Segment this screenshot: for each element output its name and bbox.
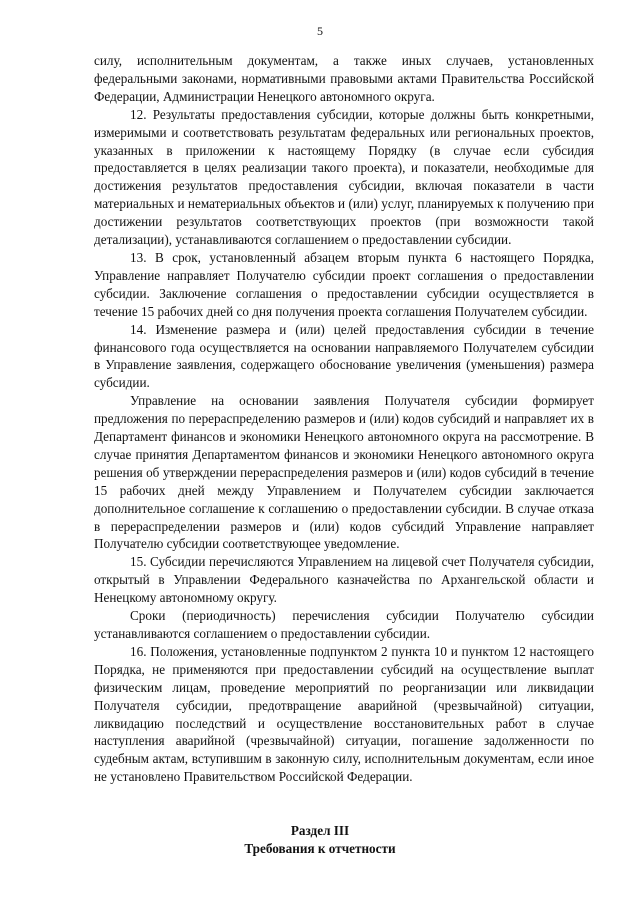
body-text bbox=[94, 52, 594, 786]
paragraph-item-16: 16. Положения, установленные подпунктом 2 пункта 10 и пунктом 12 настоящего Порядка, не применяются при предоставлении субсидий на осуществление выплат физическим лицам, проведение мероприятий по реорганизации или ликвидации Получателя субсидии, предотвращение аварийной (чрезвычайной) ситуации, ликвидацию последствий и осуществление восстановительных работ в случае наступления аварийной (чрезвычайной) ситуации, погашение задолженности по судебным актам, вступившим в законную силу, исполнительным документам, если иное не установлено Правительством Российской Федерации. bbox=[94, 643, 594, 785]
paragraph-item-14-continued: Управление на основании заявления Получателя субсидии формирует предложения по перераспределению размеров и (или) кодов субсидий и направляет их в Департамент финансов и экономики Ненецкого автономного округа на рассмотрение. В случае принятия Департаментом финансов и экономики Ненецкого автономного округа решения об утверждении перераспределения размеров и (или) кодов субсидий в течение 15 рабочих дней между Управлением и Получателем субсидии заключается дополнительное соглашение к соглашению о предоставлении субсидии. В случае отказа в перераспределении размеров и (или) кодов субсидий Управление направляет Получателю субсидии соответствующее уведомление. bbox=[94, 393, 594, 552]
paragraph-item-15: 15. Субсидии перечисляются Управлением на лицевой счет Получателя субсидии, открытый в Управлении Федерального казначейства по Архангельской области и Ненецкому автономному округу. bbox=[94, 554, 594, 606]
section-title: Требования к отчетности bbox=[244, 840, 396, 856]
page-number: 5 bbox=[317, 24, 323, 38]
paragraph-item-13: 13. В срок, установленный абзацем вторым пункта 6 настоящего Порядка, Управление направляет Получателю субсидии проект соглашения о предоставлении субсидии. Заключение соглашения о предоставлении субсидии осуществляется в течение 15 рабочих дней со дня получения проекта соглашения Получателем субсидии. bbox=[94, 249, 594, 319]
paragraph-continuation: силу, исполнительным документам, а также иных случаев, установленных федеральными законами, нормативными правовыми актами Правительства Российской Федерации, Администрации Ненецкого автономного округа. bbox=[94, 53, 594, 104]
paragraph-item-14: 14. Изменение размера и (или) целей предоставления субсидии в течение финансового года осуществляется на основании направляемого Получателем субсидии в Управление заявления, содержащего обоснование увеличения (уменьшения) размера субсидии. bbox=[94, 321, 594, 391]
paragraph-item-15-continued: Сроки (периодичность) перечисления субсидии Получателю субсидии устанавливаются соглашением о предоставлении субсидии. bbox=[94, 608, 594, 641]
section-number: Раздел III bbox=[290, 823, 350, 838]
paragraph-item-12: 12. Результаты предоставления субсидии, которые должны быть конкретными, измеримыми и соответствовать результатам федеральных или региональных проектов, указанных в приложении к настоящему Порядку (в случае если субсидия предоставляется в целях реализации такого проекта), и показатели, необходимые для достижения результатов предоставления субсидии, включая показатели в части материальных и нематериальных объектов и (или) услуг, планируемых к получению при достижении результатов соответствующих проектов (при возможности такой детализации), устанавливаются соглашением о предоставлении субсидии. bbox=[94, 106, 594, 248]
section-heading bbox=[0, 822, 640, 857]
